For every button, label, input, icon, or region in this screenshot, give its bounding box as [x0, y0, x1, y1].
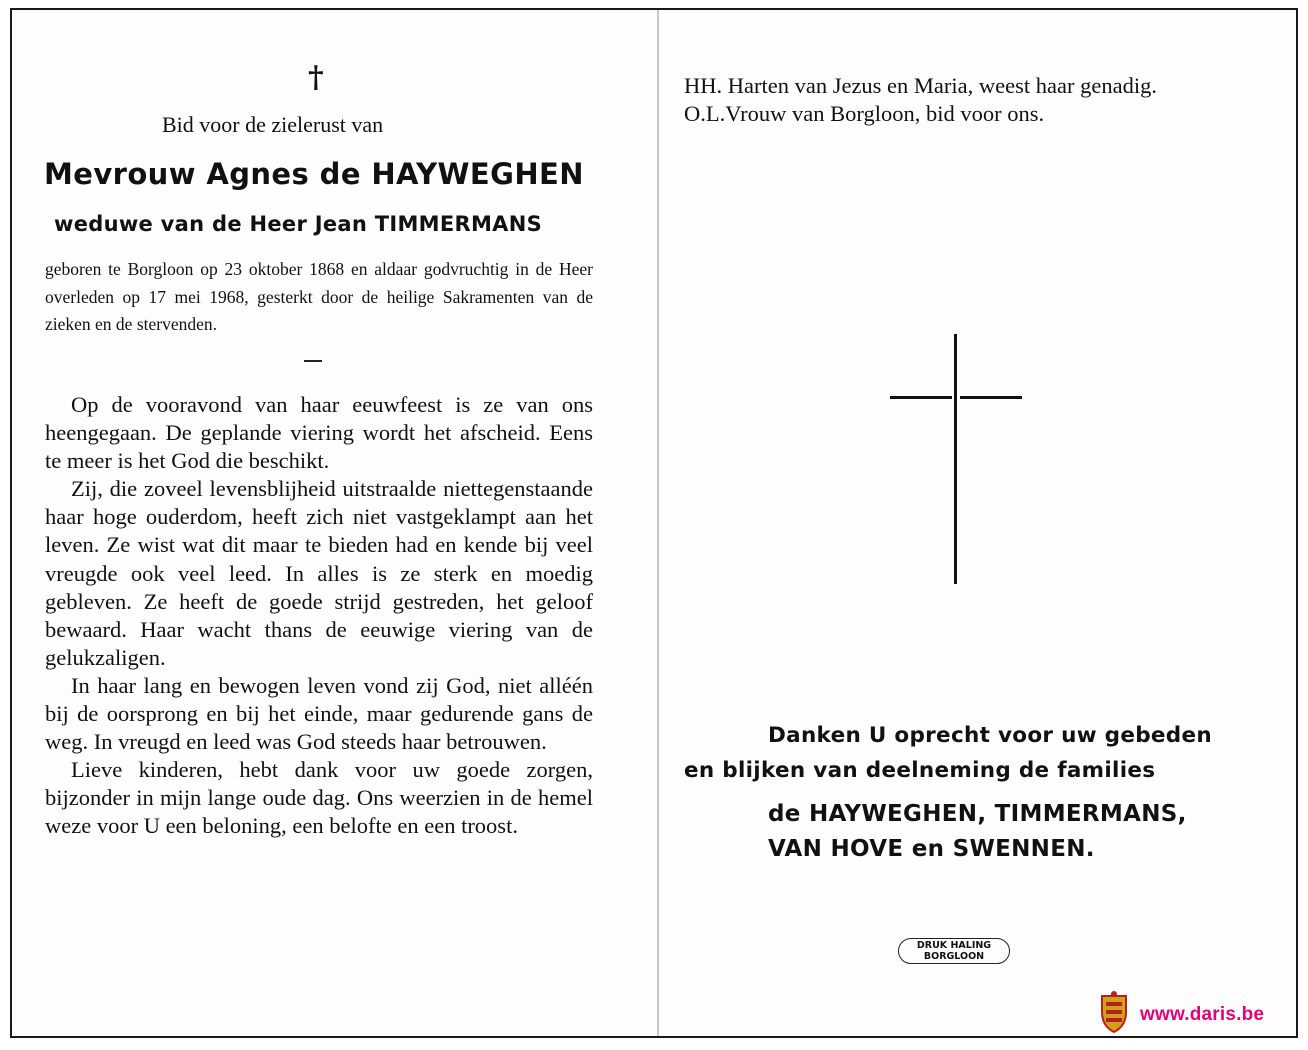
daris-crest-icon [1094, 990, 1134, 1034]
prayer-line-2: O.L.Vrouw van Borgloon, bid voor ons. [684, 101, 1045, 126]
intro-line: Bid voor de zielerust van [162, 112, 384, 137]
families-line-2: VAN HOVE en SWENNEN. [768, 836, 1095, 862]
paragraph-3: In haar lang en bewogen leven vond zij God, niet alléén bij de oorsprong en bij het einde, maar gedurende gans de weg. In vreugd en leed was God steeds haar betrouwen. [45, 672, 593, 755]
daris-website-link[interactable]: www.daris.be [1140, 1004, 1265, 1025]
printer-town: BORGLOON [923, 951, 985, 962]
deceased-name: Mevrouw Agnes de HAYWEGHEN [44, 157, 584, 191]
cross-arm-right [960, 396, 1022, 399]
thanks-line-2: en blijken van deelneming de families [684, 758, 1156, 783]
biography: geboren te Borgloon op 23 oktober 1868 en aldaar godvruchtig in de Heer overleden op 17 mei 1968, gesterkt door de heilige Sakramenten van de zieken en de stervenden. [45, 259, 593, 335]
cross-arm-left [890, 396, 952, 399]
printer-stamp [898, 938, 1010, 964]
prayer-block [684, 72, 1232, 128]
widow-of-line: weduwe van de Heer Jean TIMMERMANS [54, 212, 543, 236]
paragraph-4: Lieve kinderen, hebt dank voor uw goede zorgen, bijzonder in mijn lange oude dag. Ons weerzien in de hemel weze voor U een beloning, een belofte en een troost. [45, 757, 593, 839]
fold-line [657, 10, 659, 1036]
prayer-line-1: HH. Harten van Jezus en Maria, weest haar genadig. [684, 73, 1157, 98]
separator-dash [304, 360, 322, 362]
memorial-text [45, 391, 593, 841]
printer-name: DRUK HALING [916, 940, 992, 951]
cross-vertical [954, 334, 957, 584]
small-cross-icon: † [308, 60, 324, 95]
families-line-1: de HAYWEGHEN, TIMMERMANS, [768, 801, 1187, 827]
paragraph-1: Op de vooravond van haar eeuwfeest is ze van ons heengegaan. De geplande viering wordt het afscheid. Eens te meer is het God die beschikt. [45, 392, 593, 474]
thanks-line-1: Danken U oprecht voor uw gebeden [768, 723, 1212, 748]
paragraph-2: Zij, die zoveel levensblijheid uitstraalde niettegenstaande haar hoge ouderdom, heeft zich niet vastgeklampt aan het leven. Ze wist wat dit maar te bieden had en kende bij veel vreugde ook veel leed. In alles is ze sterk en moedig gebleven. Ze heeft de goede strijd gestreden, het geloof bewaard. Haar wacht thans de eeuwige viering van de gelukzaligen. [45, 476, 593, 670]
